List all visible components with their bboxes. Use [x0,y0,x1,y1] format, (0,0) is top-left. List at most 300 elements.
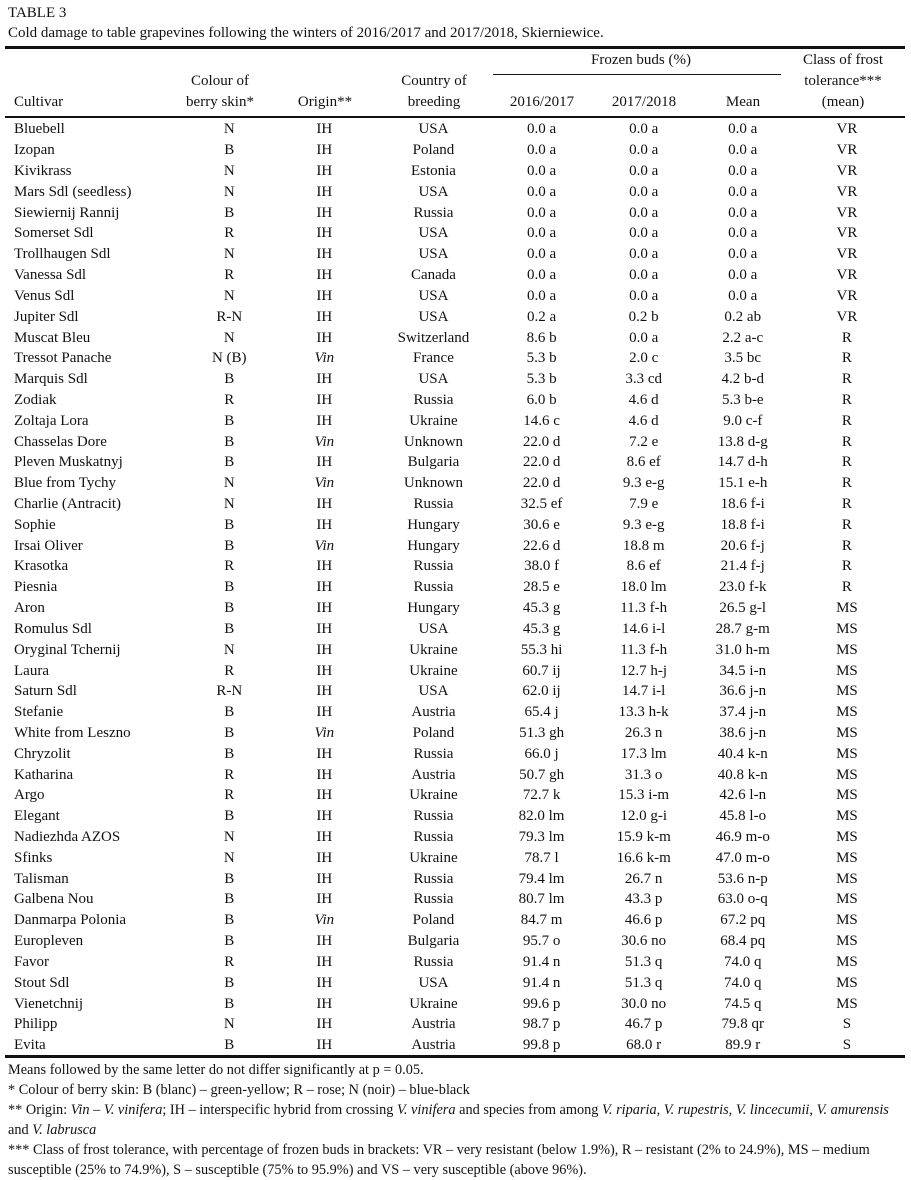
frozen-2016-2017-cell: 95.7 o [522,933,561,950]
cultivar-cell: Blue from Tychy [14,475,116,492]
colour-cell: N [223,121,235,138]
table-row [5,410,905,431]
table-row [5,223,905,244]
frost-class-cell: MS [836,808,858,825]
frozen-mean-cell: 20.6 f-j [720,537,765,554]
table-row [5,119,905,140]
frozen-2016-2017-cell: 79.4 lm [518,870,565,887]
colour-cell: B [224,891,235,908]
frost-class-cell: R [841,579,852,596]
colour-cell: N [223,829,235,846]
colour-cell: N [223,475,235,492]
frost-class-cell: R [841,537,852,554]
frozen-2017-2018-cell: 46.6 p [624,912,663,929]
table-row [5,348,905,369]
table-row [5,306,905,327]
country-cell: Hungary [407,600,460,617]
footnote-text: and [8,1122,33,1138]
frozen-2016-2017-cell: 0.0 a [526,163,557,180]
colour-cell: N [223,163,235,180]
table-row [5,619,905,640]
frozen-mean-cell: 14.7 d-h [717,454,768,471]
frozen-mean-cell: 47.0 m-o [715,849,770,866]
table-row [5,827,905,848]
colour-cell: B [224,704,235,721]
header-frozen-buds: Frozen buds (%) [591,52,691,68]
frost-class-cell: MS [836,683,858,700]
table-row [5,431,905,452]
frozen-2016-2017-cell: 60.7 ij [522,662,561,679]
frozen-2016-2017-cell: 45.3 g [522,600,561,617]
origin-cell: IH [316,683,333,700]
colour-cell: B [224,912,235,929]
colour-cell: B [224,600,235,617]
cultivar-cell: Vanessa Sdl [14,267,87,284]
frozen-mean-cell: 0.0 a [728,121,758,138]
frozen-2017-2018-cell: 31.3 o [624,766,663,783]
frost-class-cell: VR [836,204,858,221]
frozen-2017-2018-cell: 68.0 r [626,1037,662,1054]
frozen-2017-2018-cell: 15.9 k-m [616,829,671,846]
frozen-2016-2017-cell: 30.6 e [523,516,560,533]
frost-class-cell: MS [836,620,858,637]
frozen-mean-cell: 34.5 i-n [719,662,767,679]
frozen-mean-cell: 89.9 r [725,1037,761,1054]
header-cultivar: Cultivar [14,94,64,110]
origin-cell: IH [316,412,333,429]
table-label: TABLE 3 [8,5,67,21]
frozen-2017-2018-cell: 51.3 q [624,974,663,991]
footnote [8,1080,903,1100]
cultivar-cell: Marquis Sdl [14,371,88,388]
frozen-mean-cell: 68.4 pq [720,933,766,950]
table-row [5,847,905,868]
country-cell: Ukraine [409,849,458,866]
frozen-2017-2018-cell: 30.0 no [621,995,667,1012]
frozen-2017-2018-cell: 11.3 f-h [620,641,668,658]
table-row [5,723,905,744]
cold-damage-table [5,119,905,1056]
frozen-mean-cell: 40.4 k-n [717,745,768,762]
header-country-line1: Country of [401,73,467,89]
table-row [5,161,905,182]
cultivar-cell: Saturn Sdl [14,683,77,700]
header-class-line3: (mean) [821,94,865,110]
colour-cell: N [223,246,235,263]
origin-cell: IH [316,995,333,1012]
cultivar-cell: Europleven [14,933,84,950]
table-row [5,806,905,827]
frozen-2017-2018-cell: 30.6 no [621,933,667,950]
cultivar-cell: Sophie [14,516,56,533]
cultivar-cell: Danmarpa Polonia [14,912,127,929]
frozen-mean-cell: 23.0 f-k [719,579,767,596]
cultivar-cell: Evita [14,1037,46,1054]
frozen-2017-2018-cell: 0.0 a [629,329,659,346]
frost-class-cell: MS [836,829,858,846]
colour-cell: B [224,808,235,825]
frozen-2016-2017-cell: 6.0 b [526,391,557,408]
colour-cell: B [224,933,235,950]
frozen-mean-cell: 0.0 a [728,225,758,242]
cultivar-cell: Chryzolit [14,745,71,762]
table-row [5,681,905,702]
table-row [5,993,905,1014]
colour-cell: N [223,641,235,658]
frozen-2017-2018-cell: 16.6 k-m [616,849,671,866]
colour-cell: N [223,287,235,304]
frost-class-cell: VR [836,142,858,159]
footnote-text: Vin – V. vinifera [70,1102,163,1118]
origin-cell: IH [316,246,333,263]
colour-cell: B [224,433,235,450]
frozen-mean-cell: 28.7 g-m [715,620,770,637]
country-cell: Russia [413,953,454,970]
cultivar-cell: Chasselas Dore [14,433,107,450]
colour-cell: R [224,766,235,783]
origin-cell: IH [316,558,333,575]
frozen-2017-2018-cell: 0.2 b [628,308,659,325]
frozen-mean-cell: 3.5 bc [724,350,762,367]
country-cell: USA [418,121,449,138]
frozen-mean-cell: 38.6 j-n [719,724,767,741]
table-row [5,535,905,556]
frost-class-cell: MS [836,704,858,721]
cultivar-cell: Izopan [14,142,55,159]
cultivar-cell: Talisman [14,870,69,887]
frozen-2017-2018-cell: 51.3 q [624,953,663,970]
table-row [5,265,905,286]
frost-class-cell: R [841,454,852,471]
frozen-2017-2018-cell: 12.0 g-i [620,808,667,825]
cultivar-cell: Krasotka [14,558,69,575]
table-row [5,972,905,993]
frozen-2016-2017-cell: 0.2 a [526,308,557,325]
origin-cell: IH [316,579,333,596]
header-class [780,50,906,113]
frost-class-cell: R [841,329,852,346]
origin-cell: IH [316,641,333,658]
frozen-2016-2017-cell: 0.0 a [526,204,557,221]
table-row [5,494,905,515]
frozen-mean-cell: 18.8 f-i [720,516,765,533]
country-cell: Russia [413,496,454,513]
colour-cell: B [224,142,235,159]
header-origin: Origin** [297,94,353,110]
footnote-text: V. rupestris [663,1102,729,1118]
country-cell: Russia [413,891,454,908]
header-class-line1: Class of frost [803,52,883,68]
frozen-mean-cell: 13.8 d-g [717,433,768,450]
origin-cell: IH [316,267,333,284]
table-row [5,369,905,390]
footnote-text: , [656,1102,664,1118]
origin-cell: Vin [314,537,335,554]
footnote-text: ** Origin: [8,1102,71,1118]
colour-cell: N [223,1016,235,1033]
country-cell: Russia [413,391,454,408]
frozen-mean-cell: 63.0 o-q [717,891,768,908]
frozen-2017-2018-cell: 3.3 cd [625,371,662,388]
frozen-2016-2017-cell: 45.3 g [522,620,561,637]
footnote-text: *** Class of frost tolerance, with percentage of frozen buds in brackets: VR – very resistant (below 1.9%), R – resistant (2% to 24.9%), MS – medium susceptible (25% to 74.9%), S – susceptible (75% to 95.9%) and VS – very susceptible (above 96%). [8,1142,870,1178]
colour-cell: B [224,1037,235,1054]
frost-class-cell: MS [836,849,858,866]
frost-class-cell: MS [836,641,858,658]
frozen-2017-2018-cell: 0.0 a [629,142,659,159]
frozen-2016-2017-cell: 8.6 b [526,329,557,346]
frozen-2017-2018-cell: 9.3 e-g [622,516,665,533]
frost-class-cell: VR [836,246,858,263]
country-cell: Unknown [403,433,464,450]
frozen-mean-cell: 15.1 e-h [718,475,768,492]
frozen-mean-cell: 0.2 ab [724,308,762,325]
footnote-text: ; IH – interspecific hybrid from crossing [162,1102,398,1118]
header-2017-2018: 2017/2018 [611,94,677,110]
frozen-mean-cell: 18.6 f-i [720,496,765,513]
colour-cell: B [224,537,235,554]
frozen-2017-2018-cell: 15.3 i-m [618,787,670,804]
table-row [5,202,905,223]
cultivar-cell: Stout Sdl [14,974,70,991]
header-rule [5,116,905,118]
frozen-mean-cell: 40.8 k-n [717,766,768,783]
frozen-2017-2018-cell: 0.0 a [629,267,659,284]
country-cell: USA [418,287,449,304]
origin-cell: IH [316,163,333,180]
frost-class-cell: VR [836,308,858,325]
footnote-text: V. labrusca [32,1122,97,1138]
frost-class-cell: MS [836,870,858,887]
header-class-line2: tolerance*** [804,73,882,89]
frost-class-cell: R [841,496,852,513]
footnote-text: V. vinifera [397,1102,456,1118]
frozen-2017-2018-cell: 4.6 d [628,391,659,408]
frozen-2017-2018-cell: 13.3 h-k [618,704,669,721]
table-row [5,764,905,785]
footnote-text: and species from among [455,1102,603,1118]
country-cell: USA [418,225,449,242]
origin-cell: IH [316,745,333,762]
frozen-2016-2017-cell: 5.3 b [526,350,557,367]
origin-cell: IH [316,787,333,804]
cultivar-cell: Kivikrass [14,163,72,180]
frozen-2016-2017-cell: 0.0 a [526,142,557,159]
country-cell: Austria [411,1016,456,1033]
footnote-text: V. lincecumii [735,1102,810,1118]
cultivar-cell: Romulus Sdl [14,620,92,637]
country-cell: Ukraine [409,412,458,429]
origin-cell: IH [316,1037,333,1054]
table-row [5,514,905,535]
frost-class-cell: S [842,1037,852,1054]
cultivar-cell: Mars Sdl (seedless) [14,183,132,200]
country-cell: Hungary [407,537,460,554]
frost-class-cell: R [841,350,852,367]
table-caption: Cold damage to table grapevines following the winters of 2016/2017 and 2017/2018, Skierniewice. [8,25,604,41]
origin-cell: IH [316,225,333,242]
cultivar-cell: Aron [14,600,45,617]
origin-cell: IH [316,287,333,304]
origin-cell: IH [316,496,333,513]
country-cell: France [413,350,454,367]
origin-cell: IH [316,371,333,388]
cultivar-cell: Pleven Muskatnyj [14,454,123,471]
frozen-2016-2017-cell: 51.3 gh [519,724,565,741]
header-mean: Mean [725,94,761,110]
frozen-2016-2017-cell: 99.6 p [522,995,561,1012]
frost-class-cell: MS [836,745,858,762]
origin-cell: Vin [314,475,335,492]
frozen-2017-2018-cell: 26.7 n [624,870,663,887]
frozen-mean-cell: 46.9 m-o [715,829,770,846]
colour-cell: B [224,412,235,429]
frozen-2017-2018-cell: 0.0 a [629,121,659,138]
frozen-mean-cell: 45.8 l-o [719,808,767,825]
origin-cell: IH [316,329,333,346]
origin-cell: Vin [314,350,335,367]
frozen-2016-2017-cell: 14.6 c [523,412,560,429]
cultivar-cell: Piesnia [14,579,58,596]
cultivar-cell: Somerset Sdl [14,225,94,242]
colour-cell: B [224,974,235,991]
frost-class-cell: MS [836,933,858,950]
origin-cell: IH [316,620,333,637]
header-2016-2017: 2016/2017 [509,94,575,110]
origin-cell: IH [316,891,333,908]
origin-cell: Vin [314,912,335,929]
country-cell: Russia [413,579,454,596]
frozen-2017-2018-cell: 18.8 m [622,537,665,554]
frozen-mean-cell: 0.0 a [728,287,758,304]
frost-class-cell: VR [836,121,858,138]
header-colour-line2: berry skin* [186,94,254,110]
cultivar-cell: Muscat Bleu [14,329,91,346]
frozen-2017-2018-cell: 4.6 d [628,412,659,429]
colour-cell: B [224,454,235,471]
country-cell: USA [418,683,449,700]
frozen-mean-cell: 42.6 l-n [719,787,767,804]
country-cell: Russia [413,870,454,887]
frozen-mean-cell: 9.0 c-f [723,412,763,429]
frozen-2016-2017-cell: 0.0 a [526,121,557,138]
frozen-2016-2017-cell: 50.7 gh [519,766,565,783]
frozen-2017-2018-cell: 12.7 h-j [620,662,667,679]
cultivar-cell: Stefanie [14,704,64,721]
frozen-mean-cell: 0.0 a [728,204,758,221]
frozen-mean-cell: 37.4 j-n [719,704,767,721]
frozen-2016-2017-cell: 98.7 p [522,1016,561,1033]
cultivar-cell: Tressot Panache [14,350,112,367]
frozen-2016-2017-cell: 78.7 l [524,849,559,866]
country-cell: Hungary [407,516,460,533]
top-rule [5,46,905,49]
frozen-mean-cell: 53.6 n-p [717,870,768,887]
origin-cell: IH [316,121,333,138]
country-cell: Austria [411,704,456,721]
cultivar-cell: Zoltaja Lora [14,412,89,429]
frozen-mean-cell: 0.0 a [728,163,758,180]
frozen-mean-cell: 74.5 q [724,995,762,1012]
colour-cell: N [223,849,235,866]
cultivar-cell: Laura [14,662,49,679]
origin-cell: IH [316,454,333,471]
header-country [375,71,493,113]
cultivar-cell: Favor [14,953,49,970]
cultivar-cell: Sfinks [14,849,53,866]
cultivar-cell: Oryginal Tchernij [14,641,121,658]
table-row [5,1035,905,1056]
country-cell: Poland [412,912,455,929]
frozen-2016-2017-cell: 22.0 d [522,475,561,492]
origin-cell: IH [316,1016,333,1033]
cultivar-cell: Nadiezhda AZOS [14,829,121,846]
country-cell: Ukraine [409,662,458,679]
frozen-2016-2017-cell: 32.5 ef [520,496,563,513]
frozen-2016-2017-cell: 62.0 ij [522,683,561,700]
table-row [5,952,905,973]
origin-cell: IH [316,829,333,846]
frozen-2017-2018-cell: 11.3 f-h [620,600,668,617]
footnote-text: V. riparia [602,1102,657,1118]
frozen-2016-2017-cell: 28.5 e [523,579,560,596]
frozen-2017-2018-cell: 7.9 e [629,496,659,513]
frozen-2017-2018-cell: 26.3 n [624,724,663,741]
footnote-text: V. amurensis [816,1102,889,1118]
table-row [5,181,905,202]
cultivar-cell: Galbena Nou [14,891,94,908]
frost-class-cell: MS [836,766,858,783]
country-cell: Russia [413,745,454,762]
frozen-2016-2017-cell: 5.3 b [526,371,557,388]
country-cell: USA [418,246,449,263]
colour-cell: B [224,870,235,887]
frozen-2017-2018-cell: 0.0 a [629,225,659,242]
frozen-2016-2017-cell: 66.0 j [524,745,559,762]
table-row [5,473,905,494]
country-cell: Russia [413,808,454,825]
table-row [5,390,905,411]
origin-cell: IH [316,933,333,950]
colour-cell: B [224,724,235,741]
frozen-mean-cell: 4.2 b-d [721,371,765,388]
table-row [5,910,905,931]
country-cell: USA [418,183,449,200]
cultivar-cell: White from Leszno [14,724,131,741]
frozen-2017-2018-cell: 7.2 e [629,433,659,450]
country-cell: USA [418,308,449,325]
frost-class-cell: VR [836,225,858,242]
frozen-mean-cell: 21.4 f-j [720,558,765,575]
frozen-mean-cell: 31.0 h-m [715,641,770,658]
footnote [8,1060,903,1080]
country-cell: Russia [413,558,454,575]
colour-cell: N [223,183,235,200]
cultivar-cell: Bluebell [14,121,65,138]
frozen-2017-2018-cell: 9.3 e-g [622,475,665,492]
origin-cell: IH [316,204,333,221]
colour-cell: R-N [216,308,243,325]
table-row [5,889,905,910]
frozen-2016-2017-cell: 99.8 p [522,1037,561,1054]
origin-cell: IH [316,953,333,970]
frozen-mean-cell: 74.0 q [724,974,762,991]
colour-cell: N [223,496,235,513]
cultivar-cell: Venus Sdl [14,287,75,304]
frost-class-cell: R [841,391,852,408]
footnote-text: * Colour of berry skin: B (blanc) – green-yellow; R – rose; N (noir) – blue-black [8,1082,470,1098]
frozen-mean-cell: 0.0 a [728,183,758,200]
